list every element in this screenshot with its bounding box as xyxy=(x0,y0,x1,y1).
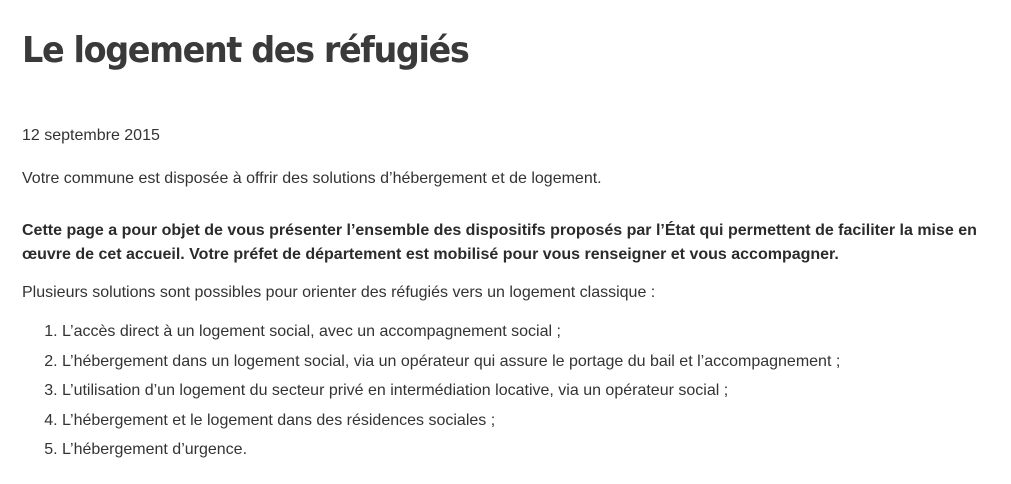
list-item: 3. L’utilisation d’un logement du secteur privé en intermédiation locative, via un opérateur social ; xyxy=(62,376,840,406)
list-item: 1. L’accès direct à un logement social, avec un accompagnement social ; xyxy=(62,317,840,347)
list-item: 5. L’hébergement d’urgence. xyxy=(62,435,840,465)
list-item: 2. L’hébergement dans un logement social, via un opérateur qui assure le portage du bail et l’accompagnement ; xyxy=(62,347,840,377)
intro-paragraph: Votre commune est disposée à offrir des solutions d’hébergement et de logement. xyxy=(22,170,602,187)
page-title: Le logement des réfugiés xyxy=(22,30,469,71)
solutions-list xyxy=(22,317,840,465)
list-item: 4. L’hébergement et le logement dans des résidences sociales ; xyxy=(62,406,840,436)
publication-date: 12 septembre 2015 xyxy=(22,127,160,144)
solutions-intro: Plusieurs solutions sont possibles pour orienter des réfugiés vers un logement classique : xyxy=(22,284,656,301)
lead-paragraph: Cette page a pour objet de vous présenter l’ensemble des dispositifs proposés par l’État qui permettent de faciliter la mise en œuvre de cet accueil. Votre préfet de département est mobilisé pour vous renseigner et vous accompagner. xyxy=(22,222,977,263)
